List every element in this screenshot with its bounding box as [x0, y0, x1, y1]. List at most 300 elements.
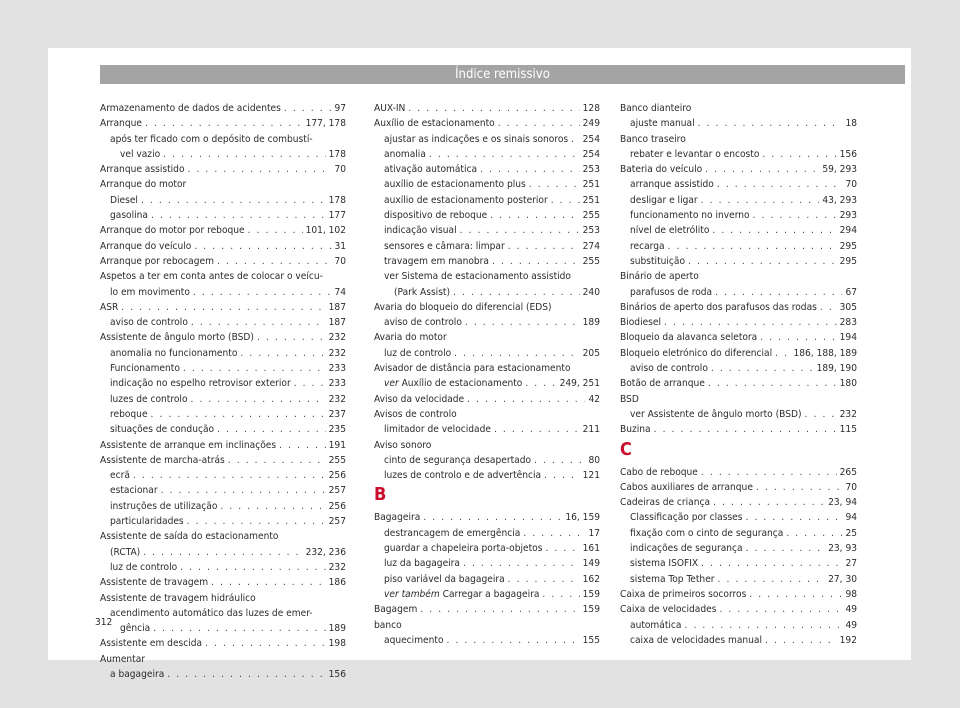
index-entry [374, 101, 600, 116]
dot-leader [167, 667, 325, 682]
index-entry [100, 483, 346, 498]
dot-leader [141, 193, 326, 208]
index-entry [100, 392, 346, 407]
entry-page-number: 254 [582, 133, 600, 145]
dot-leader [187, 514, 326, 529]
entry-page-number: 97 [334, 103, 346, 114]
dot-leader [698, 116, 843, 131]
entry-term: Avisos de controlo [374, 408, 457, 420]
entry-page-number: 42 [588, 393, 600, 405]
dot-leader [523, 526, 585, 541]
index-entry [620, 361, 857, 376]
index-entry [100, 376, 346, 391]
index-entry [620, 162, 857, 177]
entry-page-number: 255 [328, 454, 346, 466]
entry-page-number: 274 [582, 240, 600, 252]
index-heading [620, 269, 857, 284]
entry-term: Bagageira [374, 512, 421, 524]
entry-term: Auxílio de estacionamento [374, 118, 495, 130]
entry-page-number: 205 [582, 347, 600, 359]
dot-leader [718, 572, 826, 587]
index-entry [100, 499, 346, 514]
index-entry [374, 572, 600, 587]
entry-term: Cabo de reboque [620, 466, 698, 478]
index-entry [100, 162, 346, 177]
index-entry [374, 541, 600, 556]
entry-term: Bloqueio eletrónico do diferencial [620, 347, 773, 359]
index-heading [100, 652, 346, 667]
entry-term: Assistente de travagem [100, 577, 209, 589]
entry-page-number: 295 [839, 240, 857, 252]
index-entry [620, 330, 857, 345]
entry-term: Assistente de arranque em inclinações [100, 439, 277, 451]
dot-leader [701, 193, 820, 208]
entry-page-number: 293 [839, 210, 857, 222]
dot-leader [713, 495, 825, 510]
section-letter: B [374, 484, 387, 506]
index-entry [620, 407, 857, 422]
entry-term: Assistente de marcha-atrás [100, 454, 225, 466]
dot-leader [228, 453, 326, 468]
dot-leader [708, 376, 837, 391]
entry-term: gasolina [110, 210, 148, 222]
dot-leader [760, 330, 836, 345]
page-title: Índice remissivo [455, 67, 550, 82]
entry-page-number: 186, 188, 189 [793, 347, 857, 359]
entry-term: sensores e câmara: limpar [384, 240, 505, 252]
index-entry [374, 510, 600, 525]
index-entry [100, 208, 346, 223]
entry-term: gência [120, 623, 151, 635]
index-entry [100, 285, 346, 300]
index-heading [374, 618, 600, 633]
entry-page-number: 49 [845, 604, 857, 616]
index-entry [374, 177, 600, 192]
entry-term: vel vazio [120, 148, 161, 160]
entry-term: após ter ficado com o depósito de combustí- [110, 133, 313, 145]
dot-leader [668, 239, 837, 254]
index-entry [100, 346, 346, 361]
entry-term: instruções de utilização [110, 500, 218, 512]
entry-page-number: 159 [582, 588, 600, 600]
dot-leader [279, 438, 326, 453]
entry-page-number: 253 [582, 164, 600, 176]
index-entry [100, 453, 346, 468]
index-entry [374, 587, 600, 602]
entry-term: Caixa de velocidades [620, 604, 717, 616]
entry-page-number: 101, 102 [305, 225, 346, 237]
dot-leader [498, 116, 580, 131]
dot-leader [551, 193, 580, 208]
index-column-1 [100, 101, 346, 682]
entry-term: ver Assistente de ângulo morto (BSD) [630, 408, 802, 420]
index-entry [100, 239, 346, 254]
index-entry [100, 545, 346, 560]
dot-leader [151, 407, 326, 422]
dot-leader [205, 636, 326, 651]
index-entry [620, 376, 857, 391]
dot-leader [701, 465, 837, 480]
entry-page-number: 305 [839, 301, 857, 313]
entry-term: Banco traseiro [620, 133, 686, 145]
index-entry [100, 468, 346, 483]
dot-leader [765, 633, 837, 648]
index-entry [100, 116, 346, 131]
entry-page-number: 186 [328, 577, 346, 589]
entry-term: substituição [630, 255, 686, 267]
dot-leader [542, 587, 579, 602]
index-entry [620, 116, 857, 131]
index-heading [374, 361, 600, 376]
entry-term: travagem em manobra [384, 255, 489, 267]
dot-leader [684, 618, 842, 633]
dot-leader [420, 602, 579, 617]
index-entry [620, 480, 857, 495]
index-entry [620, 239, 857, 254]
dot-leader [534, 453, 585, 468]
entry-page-number: 233 [328, 363, 346, 375]
entry-term: Arranque assistido [100, 164, 185, 176]
index-entry [100, 667, 346, 682]
entry-page-number: 159 [582, 604, 600, 616]
index-entry [620, 315, 857, 330]
index-heading [100, 529, 346, 544]
entry-term: aquecimento [384, 634, 444, 646]
entry-term: ajuste manual [630, 118, 695, 130]
dot-leader [480, 162, 580, 177]
dot-leader [756, 480, 843, 495]
entry-term: banco [374, 619, 402, 631]
entry-term: Assistente em descida [100, 638, 203, 650]
entry-page-number: 23, 93 [828, 543, 857, 555]
entry-term: luz de controlo [384, 347, 452, 359]
entry-term: reboque [110, 408, 148, 420]
dot-leader [529, 177, 580, 192]
entry-page-number: 115 [839, 424, 857, 436]
entry-page-number: 187 [328, 301, 346, 313]
dot-leader [701, 556, 842, 571]
entry-page-number: 294 [839, 225, 857, 237]
entry-term: ajustar as indicações e os sinais sonoros [384, 133, 569, 145]
index-entry [620, 618, 857, 633]
index-heading [100, 591, 346, 606]
entry-term: situações de condução [110, 424, 215, 436]
index-entry [374, 285, 600, 300]
entry-reference-target: Carregar a bagageira [439, 588, 540, 600]
entry-term: cinto de segurança desapertado [384, 454, 532, 466]
entry-term: luzes de controlo [110, 393, 188, 405]
index-heading [374, 330, 600, 345]
entry-page-number: 70 [845, 179, 857, 191]
entry-term: indicação no espelho retrovisor exterior [110, 378, 291, 390]
index-entry [100, 223, 346, 238]
dot-leader [453, 285, 580, 300]
index-entry [620, 285, 857, 300]
entry-term: recarga [630, 240, 665, 252]
entry-term: Caixa de primeiros socorros [620, 588, 747, 600]
entry-term: Botão de arranque [620, 378, 705, 390]
entry-page-number: 177 [328, 210, 346, 222]
entry-term: BSD [620, 393, 639, 405]
entry-term: nível de eletrólito [630, 225, 710, 237]
dot-leader [183, 361, 326, 376]
entry-term: automática [630, 619, 682, 631]
entry-page-number: 162 [582, 573, 600, 585]
index-page [48, 48, 911, 680]
index-entry [100, 438, 346, 453]
index-entry [100, 101, 346, 116]
dot-leader [193, 285, 332, 300]
index-heading [374, 438, 600, 453]
entry-term: Aumentar [100, 653, 146, 665]
entry-term: lo em movimento [110, 286, 190, 298]
dot-leader [463, 556, 580, 571]
entry-term: indicação visual [384, 225, 457, 237]
entry-page-number: 251 [582, 179, 600, 191]
dot-leader [775, 346, 790, 361]
index-entry [100, 193, 346, 208]
index-entry [620, 556, 857, 571]
dot-leader [490, 208, 579, 223]
entry-page-number: 25 [845, 527, 857, 539]
entry-term [384, 587, 539, 602]
dot-leader [217, 422, 326, 437]
dot-leader [492, 254, 580, 269]
dot-leader [284, 101, 332, 116]
entry-page-number: 70 [845, 481, 857, 493]
entry-term: ativação automática [384, 164, 478, 176]
entry-term: Avisador de distância para estacionamento [374, 363, 571, 375]
dot-leader [151, 208, 326, 223]
dot-leader [508, 239, 580, 254]
section-letter: C [620, 438, 632, 460]
index-heading [100, 606, 346, 621]
entry-page-number: 43, 293 [822, 194, 857, 206]
dot-leader [762, 147, 836, 162]
entry-term: Diesel [110, 194, 138, 206]
dot-leader [194, 239, 331, 254]
entry-term: limitador de velocidade [384, 424, 491, 436]
dot-leader [429, 147, 580, 162]
entry-page-number: 256 [328, 470, 346, 482]
entry-page-number: 232 [328, 561, 346, 573]
dot-leader [408, 101, 579, 116]
entry-term: indicações de segurança [630, 543, 743, 555]
entry-term: estacionar [110, 485, 158, 497]
dot-leader [465, 315, 580, 330]
entry-page-number: 232 [839, 408, 857, 420]
index-heading [374, 407, 600, 422]
dot-leader [719, 602, 842, 617]
dot-leader [248, 223, 303, 238]
entry-page-number: 232 [328, 332, 346, 344]
dot-leader [711, 361, 814, 376]
dot-leader [257, 330, 326, 345]
entry-page-number: 194 [839, 332, 857, 344]
index-entry [374, 208, 600, 223]
entry-page-number: 74 [334, 286, 346, 298]
entry-term: ver Sistema de estacionamento assistido [384, 271, 571, 283]
entry-page-number: 256 [328, 500, 346, 512]
entry-reference-target: Auxílio de estacionamento [398, 378, 523, 390]
entry-page-number: 121 [582, 470, 600, 482]
page-number: 312 [95, 617, 113, 628]
entry-page-number: 211 [582, 424, 600, 436]
entry-page-number: 295 [839, 255, 857, 267]
entry-page-number: 178 [328, 148, 346, 160]
entry-page-number: 94 [845, 512, 857, 524]
index-entry [100, 315, 346, 330]
entry-term: desligar e ligar [630, 194, 698, 206]
entry-page-number: 180 [839, 378, 857, 390]
dot-leader [460, 223, 580, 238]
index-entry [374, 526, 600, 541]
entry-term: caixa de velocidades manual [630, 634, 763, 646]
entry-page-number: 156 [328, 668, 346, 680]
entry-page-number: 257 [328, 516, 346, 528]
entry-term: Arranque do veículo [100, 240, 192, 252]
entry-page-number: 233 [328, 378, 346, 390]
dot-leader [191, 315, 326, 330]
entry-term: luzes de controlo e de advertência [384, 470, 542, 482]
dot-leader [571, 132, 580, 147]
entry-page-number: 187 [328, 317, 346, 329]
entry-term: Armazenamento de dados de acidentes [100, 103, 281, 114]
index-entry [374, 376, 600, 391]
entry-page-number: 189 [328, 623, 346, 635]
entry-term: rebater e levantar o encosto [630, 148, 760, 160]
entry-page-number: 70 [334, 255, 346, 267]
entry-page-number: 155 [582, 634, 600, 646]
entry-page-number: 191 [328, 439, 346, 451]
index-entry [620, 633, 857, 648]
dot-leader [545, 541, 579, 556]
entry-page-number: 27, 30 [828, 573, 857, 585]
index-entry [374, 422, 600, 437]
entry-term: acendimento automático das luzes de emer- [110, 607, 313, 619]
index-entry [620, 254, 857, 269]
index-entry [100, 300, 346, 315]
dot-leader [654, 422, 837, 437]
entry-page-number: 253 [582, 225, 600, 237]
dot-leader [715, 285, 842, 300]
entry-term: guardar a chapeleira porta-objetos [384, 543, 543, 555]
dot-leader [211, 575, 326, 590]
dot-leader [705, 162, 819, 177]
entry-page-number: 161 [582, 543, 600, 555]
index-entry [620, 422, 857, 437]
index-entry [620, 147, 857, 162]
index-column-2 [374, 101, 600, 648]
index-entry [374, 468, 600, 483]
index-entry [374, 193, 600, 208]
index-entry [100, 147, 346, 162]
index-column-3 [620, 101, 857, 648]
entry-term: Avaria do motor [374, 332, 447, 344]
entry-term: auxílio de estacionamento posterior [384, 194, 548, 206]
index-entry [374, 147, 600, 162]
entry-page-number: 70 [334, 164, 346, 176]
entry-page-number: 235 [328, 424, 346, 436]
entry-term: auxílio de estacionamento plus [384, 179, 526, 191]
entry-term: Arranque do motor [100, 179, 187, 191]
dot-leader [188, 162, 332, 177]
index-entry [100, 361, 346, 376]
entry-page-number: 59, 293 [822, 164, 857, 176]
index-heading [374, 269, 600, 284]
entry-page-number: 31 [334, 240, 346, 252]
entry-page-number: 240 [582, 286, 600, 298]
entry-term: Assistente de ângulo morto (BSD) [100, 332, 254, 344]
index-entry [374, 239, 600, 254]
entry-term: aviso de controlo [630, 363, 708, 375]
entry-page-number: 254 [582, 148, 600, 160]
dot-leader [133, 468, 326, 483]
entry-term: piso variável da bagageira [384, 573, 505, 585]
entry-page-number: 23, 94 [828, 497, 857, 509]
entry-term: sistema ISOFIX [630, 558, 699, 570]
index-entry [374, 254, 600, 269]
entry-page-number: 198 [328, 638, 346, 650]
dot-leader [712, 223, 836, 238]
entry-page-number: 283 [839, 317, 857, 329]
entry-term: Bagagem [374, 604, 418, 616]
dot-leader [746, 510, 843, 525]
index-heading [620, 392, 857, 407]
entry-page-number: 249 [582, 118, 600, 130]
index-entry [100, 407, 346, 422]
dot-leader [688, 254, 837, 269]
dot-leader [153, 621, 325, 636]
entry-page-number: 232 [328, 393, 346, 405]
entry-page-number: 192 [839, 634, 857, 646]
dot-leader [447, 633, 580, 648]
index-entry [620, 223, 857, 238]
entry-term: anomalia no funcionamento [110, 347, 238, 359]
entry-page-number: 49 [845, 619, 857, 631]
dot-leader [423, 510, 562, 525]
entry-page-number: 232, 236 [305, 546, 346, 558]
index-entry [374, 633, 600, 648]
entry-reference-word: ver [384, 378, 399, 390]
entry-page-number: 18 [845, 118, 857, 130]
index-entry [620, 510, 857, 525]
entry-term: ASR [100, 301, 119, 313]
dot-leader [746, 541, 826, 556]
entry-term: Buzina [620, 424, 651, 436]
entry-term: parafusos de roda [630, 286, 713, 298]
dot-leader [121, 300, 325, 315]
entry-term: Avaria do bloqueio do diferencial (EDS) [374, 301, 552, 313]
dot-leader [467, 392, 585, 407]
entry-page-number: 98 [845, 588, 857, 600]
entry-term: Binários de aperto dos parafusos das rodas [620, 301, 817, 313]
entry-page-number: 67 [845, 286, 857, 298]
index-entry [620, 541, 857, 556]
entry-term: particularidades [110, 516, 184, 528]
dot-leader [161, 483, 326, 498]
entry-term: Assistente de travagem hidráulico [100, 592, 256, 604]
index-entry [374, 315, 600, 330]
entry-term: Funcionamento [110, 363, 180, 375]
page-header [100, 65, 905, 84]
entry-term: a bagageira [110, 668, 165, 680]
index-entry [100, 621, 346, 636]
entry-term: arranque assistido [630, 179, 714, 191]
entry-page-number: 149 [582, 558, 600, 570]
entry-term: Cadeiras de criança [620, 497, 711, 509]
dot-leader [217, 254, 332, 269]
